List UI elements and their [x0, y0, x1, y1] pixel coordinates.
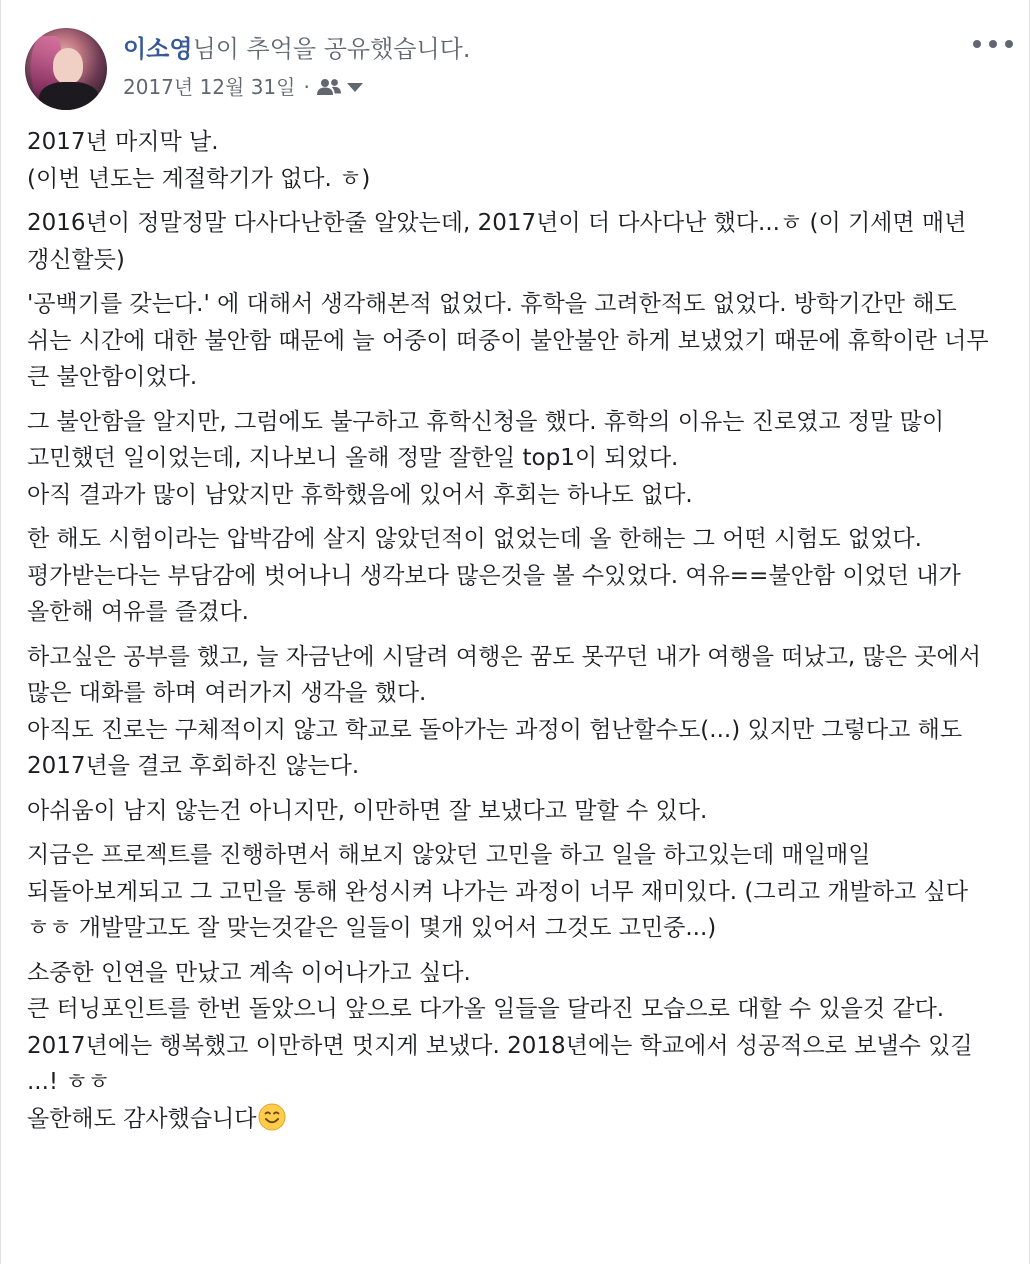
post-header — [25, 24, 1013, 114]
closing-text: 올한해도 감사했습니다 — [27, 1105, 257, 1132]
post-paragraph: 2017년 마지막 날. (이번 년도는 계절학기가 없다. ㅎ) — [27, 129, 371, 192]
chevron-down-icon — [346, 81, 364, 93]
post-paragraph: 아쉬움이 남지 않는건 아니지만, 이만하면 잘 보냈다고 말할 수 있다. — [27, 797, 708, 824]
post-title — [123, 34, 470, 64]
post-paragraph: '공백기를 갖는다.' 에 대해서 생각해본적 없었다. 휴학을 고려한적도 없었다. 방학기간만 해도 쉬는 시간에 대한 불안함 때문에 늘 어중이 떠중이 불안불안 하게 보냈었기 때문에 휴학이란 너무 큰 불안함이었다. — [27, 291, 989, 390]
audience-selector[interactable] — [316, 78, 364, 96]
smiling-face-emoji-icon — [258, 1103, 286, 1131]
more-options-icon[interactable] — [973, 32, 1013, 56]
post-paragraph: 지금은 프로젝트를 진행하면서 해보지 않았던 고민을 하고 일을 하고있는데 매일매일 되돌아보게되고 그 고민을 통해 완성시켜 나가는 과정이 너무 재미있다. (그리고 개발하고 싶다 ㅎㅎ 개발말고도 잘 맞는것같은 일들이 몇개 있어서 그것도 고민중...) — [27, 842, 968, 941]
friends-icon — [316, 78, 342, 96]
post-body — [27, 124, 999, 1137]
avatar[interactable] — [25, 28, 107, 110]
post-paragraph: 한 해도 시험이라는 압박감에 살지 않았던적이 없었는데 올 한해는 그 어떤 시험도 없었다. 평가받는다는 부담감에 벗어나니 생각보다 많은것을 볼 수있었다. 여유==불안함 이었던 내가 올한해 여유를 즐겼다. — [27, 526, 961, 625]
author-name-link[interactable]: 이소영 — [123, 35, 193, 63]
post-closing — [27, 1101, 999, 1138]
post-date-link[interactable]: 2017년 12월 31일 — [123, 75, 296, 99]
post-action-text: 님이 추억을 공유했습니다. — [192, 35, 471, 63]
post-paragraph: 소중한 인연을 만났고 계속 이어나가고 싶다. 큰 터닝포인트를 한번 돌았으니 앞으로 다가올 일들을 달라진 모습으로 대할 수 있을것 같다. 2017년에는 행복했고 이만하면 멋지게 보냈다. 2018년에는 학교에서 성공적으로 보낼수 있길 ...! ㅎㅎ — [27, 959, 973, 1095]
post-meta — [123, 74, 364, 100]
post-paragraph: 하고싶은 공부를 했고, 늘 자금난에 시달려 여행은 꿈도 못꾸던 내가 여행을 떠났고, 많은 곳에서 많은 대화를 하며 여러가지 생각을 했다. 아직도 진로는 구체적이지 않고 학교로 돌아가는 과정이 험난할수도(...) 있지만 그렇다고 해도 2017년을 결코 후회하진 않는다. — [27, 643, 981, 779]
post-paragraph: 2016년이 정말정말 다사다난한줄 알았는데, 2017년이 더 다사다난 했다...ㅎ (이 기세면 매년 갱신할듯) — [27, 210, 967, 273]
post-paragraph: 그 불안함을 알지만, 그럼에도 불구하고 휴학신청을 했다. 휴학의 이유는 진로였고 정말 많이 고민했던 일이었는데, 지나보니 올해 정말 잘한일 top1이 되었다. 아직 결과가 많이 남았지만 휴학했음에 있어서 후회는 하나도 없다. — [27, 408, 945, 508]
meta-separator: · — [303, 75, 310, 99]
